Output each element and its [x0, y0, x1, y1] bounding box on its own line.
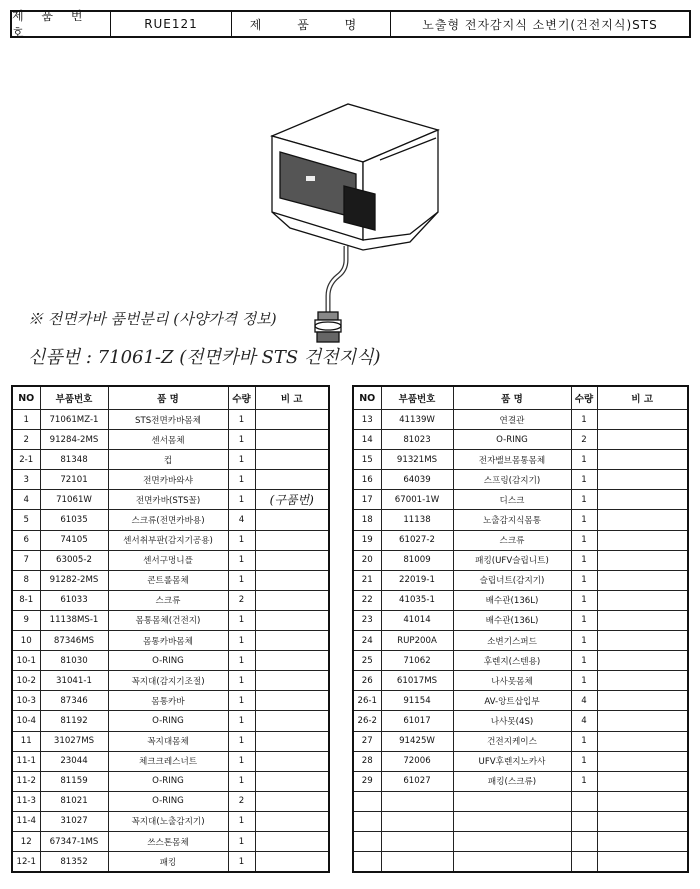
row-no: 1: [12, 410, 40, 430]
table-header-row: [12, 386, 329, 410]
row-qty: 1: [228, 751, 255, 771]
handwritten-note-2: 신품번 : 71061-Z (전면카바 STS 건전지식): [28, 347, 381, 368]
row-remark: [255, 590, 329, 610]
row-remark: [255, 470, 329, 490]
row-name: 스크류: [453, 530, 571, 550]
table-row: [12, 470, 329, 490]
row-qty: 1: [228, 631, 255, 651]
row-no: 27: [353, 731, 381, 751]
row-remark: [255, 651, 329, 671]
row-name: 센서몸체: [108, 430, 228, 450]
row-remark: [255, 550, 329, 570]
row-part-no: 11138: [381, 510, 453, 530]
row-qty: 1: [228, 410, 255, 430]
row-part-no: 31027MS: [40, 731, 108, 751]
row-qty: 1: [228, 450, 255, 470]
row-qty: [571, 831, 597, 851]
row-name: 몸통카바몸체: [108, 631, 228, 651]
row-no: 28: [353, 751, 381, 771]
row-part-no: 61027: [381, 771, 453, 791]
table-row: [12, 852, 329, 873]
row-part-no: 87346: [40, 691, 108, 711]
row-remark: [597, 811, 688, 831]
row-part-no: 87346MS: [40, 631, 108, 651]
row-qty: [571, 811, 597, 831]
row-qty: 2: [228, 590, 255, 610]
row-qty: 1: [571, 751, 597, 771]
table-row: [353, 751, 688, 771]
row-no: 26: [353, 671, 381, 691]
row-part-no: 91154: [381, 691, 453, 711]
row-name: 전면카바와샤: [108, 470, 228, 490]
row-remark: [255, 771, 329, 791]
row-qty: 1: [228, 570, 255, 590]
table-row: [353, 530, 688, 550]
row-qty: 1: [571, 671, 597, 691]
row-name: [453, 811, 571, 831]
row-qty: 1: [571, 651, 597, 671]
col-no: NO: [12, 386, 40, 410]
row-no: 2-1: [12, 450, 40, 470]
row-no: 14: [353, 430, 381, 450]
row-qty: 1: [228, 470, 255, 490]
row-part-no: 64039: [381, 470, 453, 490]
table-row: [353, 671, 688, 691]
row-qty: 1: [228, 610, 255, 630]
row-name: 나사못(4S): [453, 711, 571, 731]
row-qty: 1: [228, 530, 255, 550]
row-no: 20: [353, 550, 381, 570]
row-name: O-RING: [453, 430, 571, 450]
row-qty: 1: [228, 731, 255, 751]
row-no: 8: [12, 570, 40, 590]
row-no: [353, 791, 381, 811]
row-no: 7: [12, 550, 40, 570]
product-illustration: [260, 98, 460, 348]
row-name: 몸통몸체(건전지): [108, 610, 228, 630]
row-remark: [597, 430, 688, 450]
parts-table-right: [352, 385, 689, 873]
row-part-no: 71061W: [40, 490, 108, 510]
row-qty: 1: [571, 570, 597, 590]
row-name: 컵: [108, 450, 228, 470]
row-qty: 1: [228, 852, 255, 873]
row-qty: 1: [228, 771, 255, 791]
table-row: [12, 530, 329, 550]
row-qty: 1: [228, 671, 255, 691]
row-no: 10-4: [12, 711, 40, 731]
row-no: 5: [12, 510, 40, 530]
table-row: [12, 831, 329, 851]
row-qty: 1: [228, 711, 255, 731]
row-remark: [597, 731, 688, 751]
row-no: 6: [12, 530, 40, 550]
row-name: O-RING: [108, 791, 228, 811]
row-no: 11-4: [12, 811, 40, 831]
row-no: 10-2: [12, 671, 40, 691]
row-qty: 1: [228, 831, 255, 851]
row-qty: 1: [228, 691, 255, 711]
row-no: 26-2: [353, 711, 381, 731]
row-qty: 1: [228, 430, 255, 450]
table-row: [12, 751, 329, 771]
row-qty: 1: [571, 410, 597, 430]
table-row: [353, 791, 688, 811]
row-remark: [597, 691, 688, 711]
row-name: 콘트롤몸체: [108, 570, 228, 590]
row-name: 쓰스톤몸체: [108, 831, 228, 851]
table-row: [353, 570, 688, 590]
table-row: [353, 771, 688, 791]
row-qty: 1: [571, 490, 597, 510]
row-name: 배수관(136L): [453, 610, 571, 630]
row-part-no: [381, 831, 453, 851]
row-part-no: 91284-2MS: [40, 430, 108, 450]
table-row: [353, 430, 688, 450]
row-no: 4: [12, 490, 40, 510]
row-part-no: 61033: [40, 590, 108, 610]
table-row: [353, 450, 688, 470]
row-qty: 4: [571, 711, 597, 731]
row-part-no: RUP200A: [381, 631, 453, 651]
row-qty: 1: [228, 651, 255, 671]
row-name: 배수관(136L): [453, 590, 571, 610]
row-remark: [597, 610, 688, 630]
row-remark: [597, 711, 688, 731]
row-part-no: 61017MS: [381, 671, 453, 691]
col-name: 품 명: [453, 386, 571, 410]
row-name: 후렌지(스텐용): [453, 651, 571, 671]
row-qty: 1: [228, 550, 255, 570]
row-qty: 1: [571, 590, 597, 610]
row-name: [453, 831, 571, 851]
table-row: [12, 631, 329, 651]
row-no: 11: [12, 731, 40, 751]
row-no: 29: [353, 771, 381, 791]
row-no: 23: [353, 610, 381, 630]
row-name: 몸통카바: [108, 691, 228, 711]
row-name: 스크류(전면카바용): [108, 510, 228, 530]
table-row: [353, 711, 688, 731]
table-row: [353, 811, 688, 831]
row-no: 10-1: [12, 651, 40, 671]
row-name: 패킹: [108, 852, 228, 873]
row-no: 17: [353, 490, 381, 510]
row-name: 체크크레스너트: [108, 751, 228, 771]
row-name: 디스크: [453, 490, 571, 510]
row-remark: [255, 711, 329, 731]
row-part-no: 63005-2: [40, 550, 108, 570]
row-remark: [255, 610, 329, 630]
row-remark: [597, 791, 688, 811]
table-row: [353, 550, 688, 570]
row-name: 노출감지식몸통: [453, 510, 571, 530]
row-name: [453, 852, 571, 873]
row-no: 12-1: [12, 852, 40, 873]
row-part-no: 41035-1: [381, 590, 453, 610]
row-qty: 1: [571, 771, 597, 791]
row-part-no: 74105: [40, 530, 108, 550]
row-no: 18: [353, 510, 381, 530]
row-name: 전면카바(STS꼴): [108, 490, 228, 510]
row-name: 슬립너트(감지기): [453, 570, 571, 590]
row-remark: [597, 771, 688, 791]
row-part-no: 31027: [40, 811, 108, 831]
row-part-no: 71061MZ-1: [40, 410, 108, 430]
row-remark: [255, 671, 329, 691]
row-qty: 1: [571, 550, 597, 570]
table-row: [12, 651, 329, 671]
row-part-no: 67001-1W: [381, 490, 453, 510]
handwritten-note-1: ※ 전면카바 품번분리 (사양가격 정보): [28, 310, 277, 328]
row-part-no: 23044: [40, 751, 108, 771]
row-part-no: 81348: [40, 450, 108, 470]
table-row: [353, 610, 688, 630]
row-no: 22: [353, 590, 381, 610]
row-remark: [597, 751, 688, 771]
row-no: 19: [353, 530, 381, 550]
col-remark: 비 고: [597, 386, 688, 410]
table-row: [12, 610, 329, 630]
table-row: [353, 831, 688, 851]
col-name: 품 명: [108, 386, 228, 410]
row-remark: [597, 450, 688, 470]
table-row: [12, 711, 329, 731]
table-row: [353, 510, 688, 530]
table-row: [353, 490, 688, 510]
row-name: STS전면카바몸체: [108, 410, 228, 430]
row-no: 15: [353, 450, 381, 470]
row-qty: 1: [571, 530, 597, 550]
table-row: [12, 430, 329, 450]
row-name: 센서취부판(감지기공용): [108, 530, 228, 550]
row-part-no: 81023: [381, 430, 453, 450]
row-part-no: 81352: [40, 852, 108, 873]
row-remark: [597, 590, 688, 610]
row-name: 스프링(감지기): [453, 470, 571, 490]
row-qty: 1: [228, 811, 255, 831]
row-part-no: 81021: [40, 791, 108, 811]
row-name: O-RING: [108, 711, 228, 731]
row-part-no: 91321MS: [381, 450, 453, 470]
row-part-no: 61035: [40, 510, 108, 530]
col-remark: 비 고: [255, 386, 329, 410]
col-qty: 수량: [228, 386, 255, 410]
row-part-no: 81030: [40, 651, 108, 671]
table-row: [353, 651, 688, 671]
table-row: [12, 510, 329, 530]
row-no: [353, 811, 381, 831]
table-header-row: [353, 386, 688, 410]
table-row: [12, 811, 329, 831]
row-no: 26-1: [353, 691, 381, 711]
table-row: [12, 450, 329, 470]
row-no: 12: [12, 831, 40, 851]
row-qty: 2: [571, 430, 597, 450]
table-row: [353, 470, 688, 490]
row-no: 3: [12, 470, 40, 490]
row-remark: [255, 751, 329, 771]
row-no: 21: [353, 570, 381, 590]
table-row: [12, 590, 329, 610]
col-part-no: 부품번호: [381, 386, 453, 410]
row-remark: [255, 410, 329, 430]
row-name: O-RING: [108, 771, 228, 791]
table-row: [353, 691, 688, 711]
table-row: [12, 550, 329, 570]
table-row: [12, 771, 329, 791]
row-part-no: 72101: [40, 470, 108, 490]
row-remark: [597, 510, 688, 530]
row-remark: [255, 811, 329, 831]
row-remark: [255, 631, 329, 651]
row-name: 꼭지대몸체: [108, 731, 228, 751]
table-row: [353, 631, 688, 651]
col-no: NO: [353, 386, 381, 410]
product-name-value: 노출형 전자감지식 소변기(건전지식)STS: [422, 17, 658, 32]
row-remark: [255, 791, 329, 811]
row-remark: [597, 651, 688, 671]
row-name: 나사못몸체: [453, 671, 571, 691]
row-no: 25: [353, 651, 381, 671]
row-remark: [597, 550, 688, 570]
row-remark: [255, 430, 329, 450]
product-header: [10, 10, 691, 38]
row-remark: [255, 831, 329, 851]
row-remark: [597, 852, 688, 873]
row-remark: [255, 530, 329, 550]
row-qty: 1: [571, 731, 597, 751]
row-part-no: 31041-1: [40, 671, 108, 691]
table-row: [12, 731, 329, 751]
row-part-no: 72006: [381, 751, 453, 771]
part-no-label: 제 품 번 호: [12, 12, 111, 36]
row-part-no: 81009: [381, 550, 453, 570]
parts-table-left: [11, 385, 330, 873]
row-remark: [597, 490, 688, 510]
table-row: [12, 671, 329, 691]
row-name: 건전지케이스: [453, 731, 571, 751]
row-name: [453, 791, 571, 811]
row-name: 소변기스퍼드: [453, 631, 571, 651]
row-part-no: 61027-2: [381, 530, 453, 550]
row-remark: [597, 470, 688, 490]
row-qty: 1: [571, 470, 597, 490]
row-part-no: [381, 852, 453, 873]
row-name: UFV후렌지노카사: [453, 751, 571, 771]
product-name-label: 제 품 명: [232, 12, 391, 36]
row-no: 16: [353, 470, 381, 490]
row-name: 패킹(스크류): [453, 771, 571, 791]
row-qty: 1: [571, 631, 597, 651]
row-part-no: 67347-1MS: [40, 831, 108, 851]
row-part-no: 91282-2MS: [40, 570, 108, 590]
row-remark: [597, 410, 688, 430]
row-no: 10-3: [12, 691, 40, 711]
row-name: 패킹(UFV슬립니트): [453, 550, 571, 570]
table-row: [353, 731, 688, 751]
row-qty: [571, 791, 597, 811]
row-name: 꼭지대(감지기조절): [108, 671, 228, 691]
row-name: 꼭지대(노출감지기): [108, 811, 228, 831]
row-name: 전자밸브몸통몸체: [453, 450, 571, 470]
row-part-no: 81192: [40, 711, 108, 731]
row-qty: 1: [571, 510, 597, 530]
row-no: 24: [353, 631, 381, 651]
row-remark: [255, 570, 329, 590]
row-name: AV-앙트삽입부: [453, 691, 571, 711]
row-no: 9: [12, 610, 40, 630]
row-part-no: 61017: [381, 711, 453, 731]
row-name: 센서구멍니플: [108, 550, 228, 570]
col-part-no: 부품번호: [40, 386, 108, 410]
row-remark: [597, 831, 688, 851]
row-name: O-RING: [108, 651, 228, 671]
row-no: 2: [12, 430, 40, 450]
row-qty: 4: [228, 510, 255, 530]
row-no: [353, 852, 381, 873]
row-qty: 1: [571, 450, 597, 470]
table-row: [12, 490, 329, 510]
table-row: [353, 852, 688, 873]
row-remark: [255, 450, 329, 470]
row-qty: 1: [571, 610, 597, 630]
row-part-no: [381, 791, 453, 811]
row-name: 연결관: [453, 410, 571, 430]
row-remark: [597, 671, 688, 691]
table-row: [12, 791, 329, 811]
row-no: 13: [353, 410, 381, 430]
row-remark: [255, 731, 329, 751]
row-no: 11-1: [12, 751, 40, 771]
row-qty: 2: [228, 791, 255, 811]
row-part-no: 41139W: [381, 410, 453, 430]
table-row: [12, 410, 329, 430]
row-part-no: 71062: [381, 651, 453, 671]
row-part-no: 11138MS-1: [40, 610, 108, 630]
row-name: 스크류: [108, 590, 228, 610]
row-no: 8-1: [12, 590, 40, 610]
row-part-no: 91425W: [381, 731, 453, 751]
row-qty: [571, 852, 597, 873]
row-remark: [255, 852, 329, 873]
row-qty: 4: [571, 691, 597, 711]
table-row: [12, 570, 329, 590]
row-no: 10: [12, 631, 40, 651]
table-row: [12, 691, 329, 711]
table-row: [353, 590, 688, 610]
row-no: 11-2: [12, 771, 40, 791]
table-row: [353, 410, 688, 430]
row-no: [353, 831, 381, 851]
row-remark: (구품번): [255, 490, 329, 510]
row-part-no: [381, 811, 453, 831]
row-remark: [597, 631, 688, 651]
row-qty: 1: [228, 490, 255, 510]
row-remark: [597, 530, 688, 550]
row-remark: [597, 570, 688, 590]
col-qty: 수량: [571, 386, 597, 410]
row-no: 11-3: [12, 791, 40, 811]
row-part-no: 22019-1: [381, 570, 453, 590]
row-remark: [255, 510, 329, 530]
row-part-no: 41014: [381, 610, 453, 630]
row-part-no: 81159: [40, 771, 108, 791]
row-remark: [255, 691, 329, 711]
part-no-value: RUE121: [111, 12, 232, 36]
